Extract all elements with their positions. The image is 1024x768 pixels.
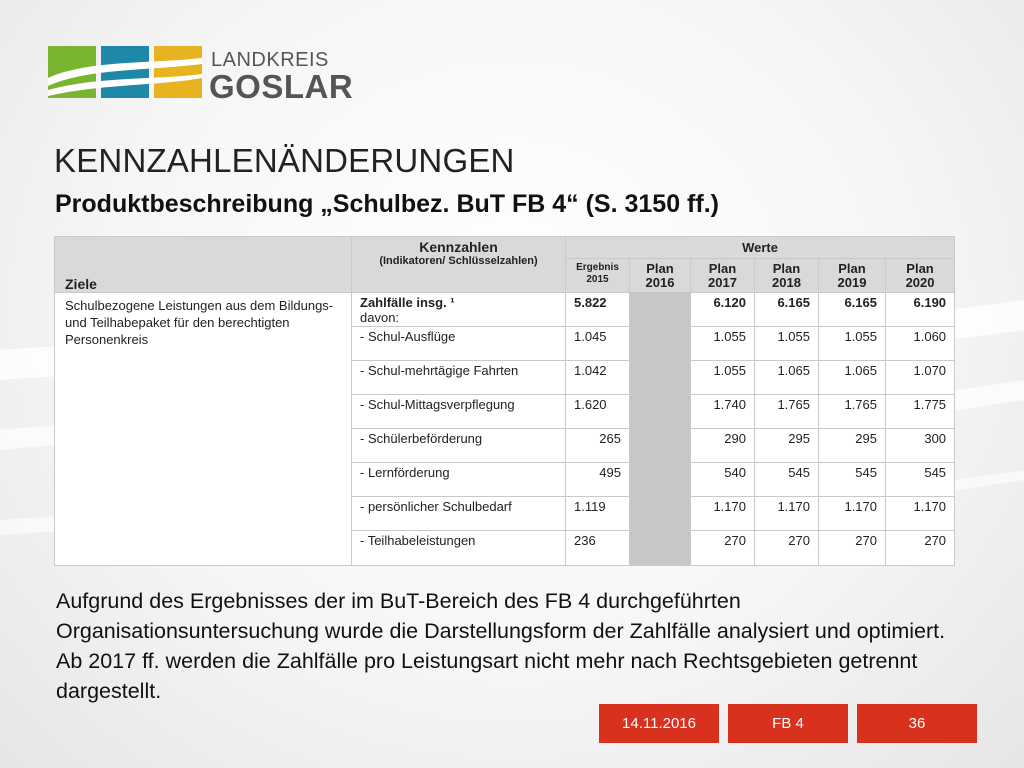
kennzahl-label: - persönlicher Schulbedarf	[352, 497, 566, 531]
value-2019: 1.055	[819, 327, 886, 361]
year-header-2019: Plan 2019	[819, 259, 886, 293]
page-title: KENNZAHLENÄNDERUNGEN	[54, 142, 515, 179]
year-header-2015: Ergebnis 2015	[566, 259, 630, 293]
value-2020: 1.170	[886, 497, 955, 531]
value-2019: 1.065	[819, 361, 886, 395]
value-2015: 5.822	[566, 293, 630, 327]
ziele-header-cell	[55, 237, 352, 293]
value-2018: 295	[755, 429, 819, 463]
ziele-text: Schulbezogene Leistungen aus dem Bildungs- und Teilhabepaket für den berechtigten Personenkreis	[55, 293, 352, 566]
value-2016	[630, 293, 691, 327]
landkreis-goslar-logo	[48, 46, 354, 105]
kennzahlen-header-cell	[352, 237, 566, 293]
table-row	[55, 293, 955, 327]
kennzahlen-table	[54, 236, 955, 566]
value-2016	[630, 429, 691, 463]
page-subtitle: Produktbeschreibung „Schulbez. BuT FB 4“ (S. 3150 ff.)	[55, 190, 719, 218]
value-2019: 1.170	[819, 497, 886, 531]
value-2017: 1.740	[691, 395, 755, 429]
logo-text-goslar: GOSLAR	[209, 68, 354, 105]
value-2015: 236	[566, 531, 630, 566]
value-2020: 6.190	[886, 293, 955, 327]
value-2016	[630, 531, 691, 566]
year-header-2020: Plan 2020	[886, 259, 955, 293]
value-2018: 1.055	[755, 327, 819, 361]
value-2018: 545	[755, 463, 819, 497]
kennzahl-label-extra: davon:	[360, 310, 400, 325]
footer-department: FB 4	[728, 704, 848, 743]
logo-text-landkreis: LANDKREIS	[211, 49, 329, 71]
value-2016	[630, 463, 691, 497]
value-2018: 1.765	[755, 395, 819, 429]
kennzahl-label: - Schul-mehrtägige Fahrten	[352, 361, 566, 395]
value-2018: 6.165	[755, 293, 819, 327]
kennzahl-label: - Schul-Ausflüge	[352, 327, 566, 361]
value-2015: 1.045	[566, 327, 630, 361]
value-2020: 300	[886, 429, 955, 463]
value-2018: 270	[755, 531, 819, 566]
logo-tiles-icon	[48, 46, 202, 98]
value-2017: 1.170	[691, 497, 755, 531]
kennzahl-label: - Schul-Mittagsverpflegung	[352, 395, 566, 429]
footer-page-number: 36	[857, 704, 977, 743]
value-2019: 1.765	[819, 395, 886, 429]
value-2019: 270	[819, 531, 886, 566]
kennzahl-label: - Teilhabeleistungen	[352, 531, 566, 566]
ziele-header: Ziele	[65, 276, 97, 292]
value-2017: 1.055	[691, 361, 755, 395]
kennzahlen-header-main: Kennzahlen	[419, 239, 498, 255]
value-2020: 545	[886, 463, 955, 497]
value-2018: 1.065	[755, 361, 819, 395]
value-2016	[630, 327, 691, 361]
value-2019: 6.165	[819, 293, 886, 327]
footer-date: 14.11.2016	[599, 704, 719, 743]
explanation-paragraph: Aufgrund des Ergebnisses der im BuT-Bereich des FB 4 durchgeführten Organisationsuntersuchung wurde die Darstellungsform der Zahlfälle analysiert und optimiert. Ab 2017 ff. werden die Zahlfälle pro Leistungsart nicht mehr nach Rechtsgebieten getrennt dargestellt.	[56, 589, 946, 703]
kennzahlen-header-sub: (Indikatoren/ Schlüsselzahlen)	[379, 255, 538, 267]
value-2017: 1.055	[691, 327, 755, 361]
werte-header: Werte	[566, 237, 955, 259]
value-2020: 1.070	[886, 361, 955, 395]
value-2017: 540	[691, 463, 755, 497]
value-2020: 270	[886, 531, 955, 566]
value-2019: 545	[819, 463, 886, 497]
value-2017: 270	[691, 531, 755, 566]
kennzahl-label: - Lernförderung	[352, 463, 566, 497]
value-2015: 1.620	[566, 395, 630, 429]
value-2016	[630, 395, 691, 429]
value-2018: 1.170	[755, 497, 819, 531]
value-2016	[630, 361, 691, 395]
year-header-2017: Plan 2017	[691, 259, 755, 293]
kennzahlen-header	[352, 237, 565, 267]
year-header-2016: Plan 2016	[630, 259, 691, 293]
value-2015: 1.119	[566, 497, 630, 531]
value-2017: 6.120	[691, 293, 755, 327]
value-2020: 1.775	[886, 395, 955, 429]
value-2017: 290	[691, 429, 755, 463]
value-2015: 1.042	[566, 361, 630, 395]
value-2015: 265	[566, 429, 630, 463]
value-2019: 295	[819, 429, 886, 463]
value-2020: 1.060	[886, 327, 955, 361]
value-2015: 495	[566, 463, 630, 497]
kennzahl-label: Zahlfälle insg. ¹ davon:	[352, 293, 566, 327]
kennzahlen-table-container	[54, 236, 954, 566]
kennzahl-label: - Schülerbeförderung	[352, 429, 566, 463]
year-header-2018: Plan 2018	[755, 259, 819, 293]
value-2016	[630, 497, 691, 531]
